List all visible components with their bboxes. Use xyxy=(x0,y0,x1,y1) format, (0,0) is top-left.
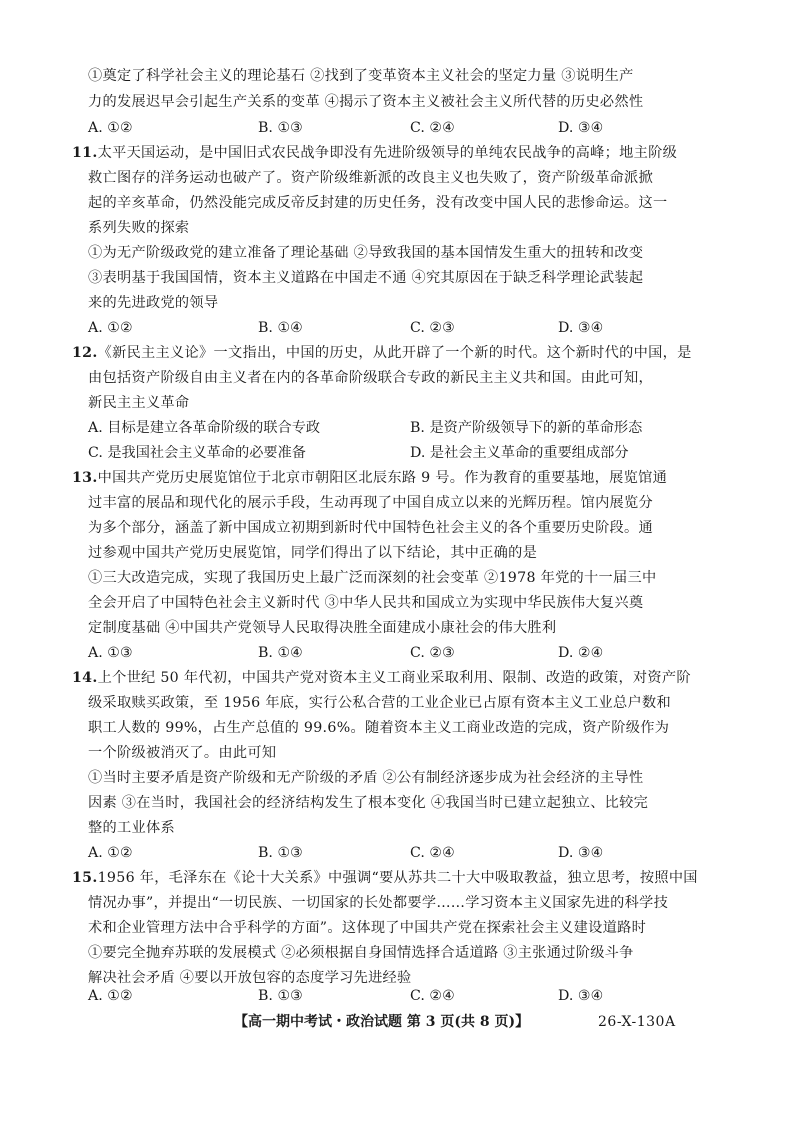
option-d: D. ②④ xyxy=(558,645,604,661)
question-number: 14. xyxy=(72,670,98,686)
option-a: A. ①② xyxy=(88,845,133,861)
option-c: C. ②③ xyxy=(410,645,455,661)
question-11-line: 救亡图存的洋务运动也破产了。资产阶级维新派的改良主义也失败了，资产阶级革命派掀 xyxy=(88,170,654,186)
question-15-statement: ①要完全抛弃苏联的发展模式 ②必须根据自身国情选择合适道路 ③主张通过阶级斗争 xyxy=(88,945,634,961)
question-13-stem: 13.中国共产党历史展览馆位于北京市朝阳区北辰东路 9 号。作为教育的重要基地，展览馆通 xyxy=(72,470,668,486)
option-a: A. ①② xyxy=(88,320,133,336)
question-15-line: 情况办事”，并提出“一切民族、一切国家的长处都要学……学习资本主义国家先进的科学技 xyxy=(88,895,669,911)
question-number: 12. xyxy=(72,345,98,361)
option-c: C. ②④ xyxy=(410,845,455,861)
option-d: D. ③④ xyxy=(558,988,604,1004)
question-12-line: 新民主主义革命 xyxy=(88,395,190,411)
option-b: B. ①④ xyxy=(258,645,303,661)
option-b: B. ①③ xyxy=(258,988,303,1004)
option-b: B. ①③ xyxy=(258,120,303,136)
option-d: D. ③④ xyxy=(558,845,604,861)
question-13-statement: ①三大改造完成，实现了我国历史上最广泛而深刻的社会变革 ②1978 年党的十一届三中 xyxy=(88,570,657,586)
question-11-line: 系列失败的探索 xyxy=(88,220,190,236)
question-15-statement: 解决社会矛盾 ④要以开放包容的态度学习先进经验 xyxy=(88,970,412,986)
question-number: 13. xyxy=(72,470,98,486)
question-14-line: 职工人数的 99%，占生产总值的 99.6%。随着资本主义工商业改造的完成，资产阶级作为 xyxy=(88,720,670,736)
option-a: A. ①③ xyxy=(88,645,133,661)
exam-code: 26-X-130A xyxy=(598,1014,676,1030)
question-11-statement: 来的先进政党的领导 xyxy=(88,295,219,311)
question-13-line: 过参观中国共产党历史展览馆，同学们得出了以下结论，其中正确的是 xyxy=(88,545,538,561)
option-c: C. ②④ xyxy=(410,120,455,136)
option-c: C. ②③ xyxy=(410,320,455,336)
question-13-line: 为多个部分，涵盖了新中国成立初期到新时代中国特色社会主义的各个重要历史阶段。通 xyxy=(88,520,654,536)
question-13-statement: 全会开启了中国特色社会主义新时代 ③中华人民共和国成立为实现中华民族伟大复兴奠 xyxy=(88,595,644,611)
question-15-stem: 15.1956 年，毛泽东在《论十大关系》中强调“要从苏共二十大中吸取教益，独立思考，按照中国 xyxy=(72,870,698,886)
option-d: D. 是社会主义革命的重要组成部分 xyxy=(410,445,629,461)
page-footer xyxy=(234,1011,714,1033)
question-14-stem: 14.上个世纪 50 年代初，中国共产党对资本主义工商业采取利用、限制、改造的政策，对资产阶 xyxy=(72,670,691,686)
option-a: A. ①② xyxy=(88,120,133,136)
question-10-line: ①奠定了科学社会主义的理论基石 ②找到了变革资本主义社会的坚定力量 ③说明生产 xyxy=(88,68,634,84)
question-11-line: 起的辛亥革命，仍然没能完成反帝反封建的历史任务，没有改变中国人民的悲惨命运。这一 xyxy=(88,195,668,211)
option-b: B. ①④ xyxy=(258,320,303,336)
option-d: D. ③④ xyxy=(558,320,604,336)
question-number: 11. xyxy=(72,145,98,161)
question-11-statement: ③表明基于我国国情，资本主义道路在中国走不通 ④究其原因在于缺乏科学理论武装起 xyxy=(88,270,644,286)
question-13-line: 过丰富的展品和现代化的展示手段，生动再现了中国自成立以来的光辉历程。馆内展览分 xyxy=(88,495,654,511)
option-b: B. ①③ xyxy=(258,845,303,861)
question-12-line: 由包括资产阶级自由主义者在内的各革命阶级联合专政的新民主主义共和国。由此可知， xyxy=(88,370,654,386)
question-12-stem: 12.《新民主主义论》一文指出，中国的历史，从此开辟了一个新的时代。这个新时代的中国，是 xyxy=(72,345,692,361)
question-15-line: 术和企业管理方法中合乎科学的方面”。这体现了中国共产党在探索社会主义建设道路时 xyxy=(88,920,647,936)
option-c: C. 是我国社会主义革命的必要准备 xyxy=(88,445,306,461)
question-10-line: 力的发展迟早会引起生产关系的变革 ④揭示了资本主义被社会主义所代替的历史必然性 xyxy=(88,94,644,110)
option-b: B. 是资产阶级领导下的新的革命形态 xyxy=(410,420,643,436)
option-a: A. 目标是建立各革命阶级的联合专政 xyxy=(88,420,321,436)
option-c: C. ②④ xyxy=(410,988,455,1004)
question-14-statement: 因素 ③在当时，我国社会的经济结构发生了根本变化 ④我国当时已建立起独立、比较完 xyxy=(88,795,649,811)
footer-title: 【高一期中考试・政治试题 第 3 页(共 8 页)】 xyxy=(234,1014,530,1030)
question-13-statement: 定制度基础 ④中国共产党领导人民取得决胜全面建成小康社会的伟大胜利 xyxy=(88,620,557,636)
question-14-statement: ①当时主要矛盾是资产阶级和无产阶级的矛盾 ②公有制经济逐步成为社会经济的主导性 xyxy=(88,770,644,786)
question-11-stem: 11.太平天国运动，是中国旧式农民战争即没有先进阶级领导的单纯农民战争的高峰；地主阶级 xyxy=(72,145,678,161)
option-d: D. ③④ xyxy=(558,120,604,136)
question-number: 15. xyxy=(72,870,98,886)
option-a: A. ①② xyxy=(88,988,133,1004)
question-14-statement: 整的工业体系 xyxy=(88,820,175,836)
question-14-line: 级采取赎买政策，至 1956 年底，实行公私合营的工业企业已占原有资本主义工业总户数和 xyxy=(88,695,671,711)
question-14-line: 一个阶级被消灭了。由此可知 xyxy=(88,745,277,761)
question-11-statement: ①为无产阶级政党的建立准备了理论基础 ②导致我国的基本国情发生重大的扭转和改变 xyxy=(88,245,644,261)
